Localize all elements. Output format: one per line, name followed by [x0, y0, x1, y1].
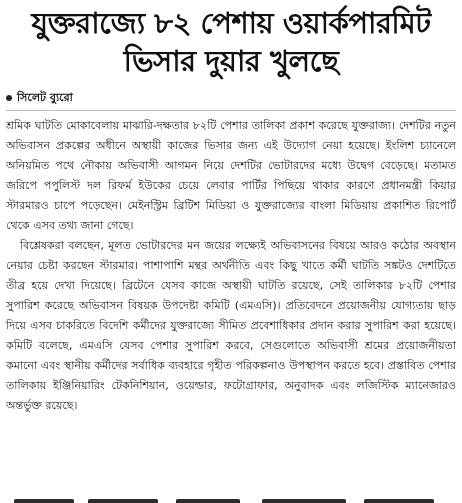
- headline-line-1: যুক্তরাজ্যে ৮২ পেশায় ওয়ার্কপারমিট: [31, 6, 431, 40]
- cropped-next-headline: [0, 497, 462, 503]
- article-body: [6, 116, 456, 416]
- byline-text: সিলেট ব্যুরো: [17, 90, 73, 104]
- headline-line-2: ভিসার দুয়ার খুলছে: [123, 44, 339, 78]
- divider: [6, 110, 456, 111]
- paragraph: বিশ্লেষকরা বলছেন, মূলত ভোটারদের মন জয়ের লক্ষ্যেই অভিবাসনের বিষয়ে আরও কঠোর অবস্থান নেয়ার চেষ্টা করছেন স্টারমার। পাশাপাশি মন্থর অর্থনীতি এবং কিছু খাতে কর্মী ঘাটতি সঙ্কটও দেশটিতে তীব্র হয়ে দেখা দিয়েছে। ব্রিটেনে যেসব কাজে অস্থায়ী ঘাটতি রয়েছে, সেই তালিকার ৮২টি পেশার সুপারিশ করেছে অভিবাসন বিষয়ক উপদেষ্টা কমিটি (এমএসি)। প্রতিবেদনে প্রয়োজনীয় যোগ্যতায় ছাড় দিয়ে এসব চাকরিতে বিদেশি কর্মীদের যুক্তরাজ্যে সীমিত প্রবেশাধিকার প্রদান করার সুপারিশ করা হয়েছে। কমিটি বলেছে, এমএসি যেসব পেশার সুপারিশ করবে, সেগুলোতে অভিবাসী শ্রমের প্রয়োজনীয়তা কমানো এবং স্থানীয় কর্মীদের সর্বাধিক ব্যবহারে গৃহীত পরিকল্পনাও উপস্থাপন করতে হবে। প্রস্তাবিত পেশার তালিকায় ইঞ্জিনিয়ারিং টেকনিশিয়ান, ওয়েল্ডার, ফটোগ্রাফার, অনুবাদক এবং লজিস্টিক ম্যানেজারও অন্তর্ভুক্ত রয়েছে।: [6, 239, 456, 412]
- byline: [6, 90, 456, 106]
- bullet-icon: [6, 95, 12, 101]
- paragraph: শ্রমিক ঘাটতি মোকাবেলায় মাঝারি-দক্ষতার ৮২টি পেশার তালিকা প্রকাশ করেছে যুক্তরাজ্য। দেশটির নতুন অভিবাসন প্রকল্পের অধীনে অস্থায়ী কাজের ভিসার জন্য এই উদ্যোগ নেয়া হয়েছে। ইংলিশ চ্যানেলে অনিয়মিত পথে নৌকায় অভিবাসী আগমন নিয়ে দেশটির ভোটারদের মধ্যে উদ্বেগ বেড়েছে। মতামত জরিপে পপুলিস্ট দল রিফর্ম ইউকের চেয়ে লেবার পার্টির পিছিয়ে থাকার কারণে প্রধানমন্ত্রী কিয়ার স্টারমারও চাপে পড়েছেন। মেইনস্ট্রিম ব্রিটিশ মিডিয়া ও যুক্তরাজ্যের বাংলা মিডিয়ায় প্রকাশিত রিপোর্ট থেকে এসব তথ্য জানা গেছে।: [6, 119, 456, 232]
- headline: [6, 4, 456, 80]
